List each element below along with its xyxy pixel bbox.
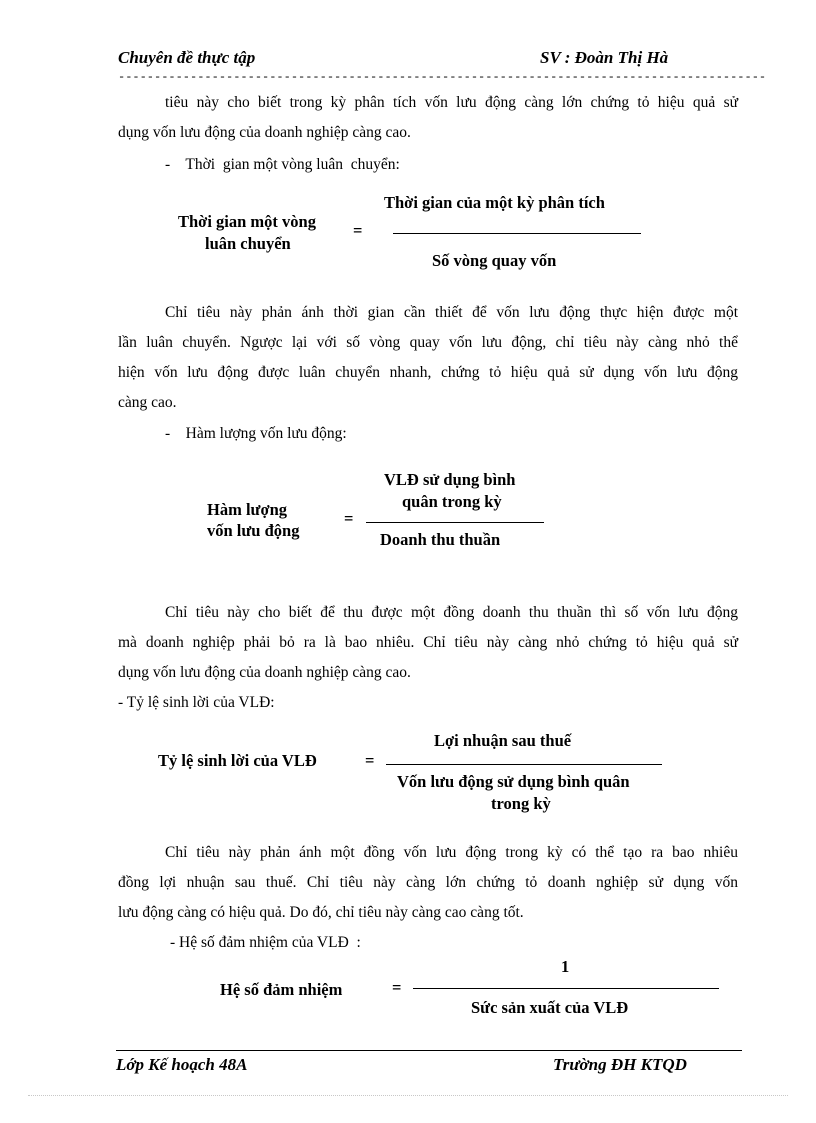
paragraph-4-line-1: Chỉ tiêu này phản ánh một đồng vốn lưu động trong kỳ có thể tạo ra bao nhiêu (165, 844, 738, 861)
formula-1-denominator: Số vòng quay vốn (432, 251, 557, 270)
formula-2-equals: = (344, 509, 354, 528)
formula-2-numerator-line-2: quân trong kỳ (402, 492, 502, 511)
page-bottom-border (28, 1095, 788, 1096)
formula-2-lhs-line-2: vốn lưu động (207, 521, 300, 540)
bullet-working-capital-content: - Hàm lượng vốn lưu động: (165, 425, 347, 442)
formula-4-numerator: 1 (561, 957, 570, 976)
formula-4-lhs: Hệ số đảm nhiệm (220, 980, 343, 999)
formula-2-denominator: Doanh thu thuần (380, 530, 501, 549)
paragraph-2-line-3: hiện vốn lưu động được luân chuyển nhanh, chứng tỏ hiệu quả sử dụng vốn lưu động (118, 364, 738, 381)
formula-4-fraction-bar (413, 988, 719, 989)
formula-1-lhs-line-2: luân chuyển (205, 234, 291, 253)
paragraph-2-line-1: Chỉ tiêu này phản ánh thời gian cần thiết để vốn lưu động thực hiện được một (165, 304, 738, 321)
formula-3-equals: = (365, 751, 375, 770)
footer-rule (116, 1050, 742, 1051)
formula-4-equals: = (392, 978, 402, 997)
formula-3-fraction-bar (386, 764, 662, 765)
header-right: SV : Đoàn Thị Hà (540, 48, 669, 67)
paragraph-3-line-3: dụng vốn lưu động của doanh nghiệp càng cao. (118, 664, 411, 681)
formula-3-numerator: Lợi nhuận sau thuế (434, 731, 572, 750)
formula-4-denominator: Sức sản xuất của VLĐ (471, 998, 629, 1017)
paragraph-2-line-2: lần luân chuyển. Ngược lại với số vòng quay vốn lưu động, chỉ tiêu này càng nhỏ thể (118, 334, 738, 351)
header-rule: ------------------------------------------------------------------------------------------ (118, 70, 767, 84)
formula-3-denominator-line-1: Vốn lưu động sử dụng bình quân (397, 772, 630, 791)
formula-3-denominator-line-2: trong kỳ (491, 794, 551, 813)
bullet-burden-coefficient: - Hệ số đảm nhiệm của VLĐ : (170, 934, 361, 951)
formula-2-lhs-line-1: Hàm lượng (207, 500, 288, 519)
paragraph-4-line-2: đồng lợi nhuận sau thuế. Chỉ tiêu này càng lớn chứng tỏ doanh nghiệp sử dụng vốn (118, 874, 738, 891)
formula-1-numerator: Thời gian của một kỳ phân tích (384, 193, 605, 212)
paragraph-3-line-2: mà doanh nghiệp phải bỏ ra là bao nhiêu. Chỉ tiêu này càng nhỏ chứng tỏ hiệu quả sử (118, 634, 738, 651)
formula-1-fraction-bar (393, 233, 641, 234)
paragraph-3-line-1: Chỉ tiêu này cho biết để thu được một đồng doanh thu thuần thì số vốn lưu động (165, 604, 738, 621)
paragraph-1-line-2: dụng vốn lưu động của doanh nghiệp càng cao. (118, 124, 411, 141)
footer-right: Trường ĐH KTQD (553, 1055, 687, 1074)
bullet-turnover-time: - Thời gian một vòng luân chuyển: (165, 156, 400, 173)
footer-left: Lớp Kế hoạch 48A (116, 1055, 248, 1074)
paragraph-1-line-1: tiêu này cho biết trong kỳ phân tích vốn lưu động càng lớn chứng tỏ hiệu quả sử (165, 94, 738, 111)
formula-2-fraction-bar (366, 522, 544, 523)
paragraph-2-line-4: càng cao. (118, 394, 177, 411)
formula-1-lhs-line-1: Thời gian một vòng (178, 212, 316, 231)
formula-2-numerator-line-1: VLĐ sử dụng bình (384, 470, 516, 489)
formula-1-equals: = (353, 221, 363, 240)
bullet-profitability-ratio: - Tỷ lệ sinh lời của VLĐ: (118, 694, 275, 711)
paragraph-4-line-3: lưu động càng có hiệu quả. Do đó, chỉ tiêu này càng cao càng tốt. (118, 904, 524, 921)
header-left: Chuyên đề thực tập (118, 48, 256, 67)
formula-3-lhs: Tỷ lệ sinh lời của VLĐ (158, 751, 317, 770)
